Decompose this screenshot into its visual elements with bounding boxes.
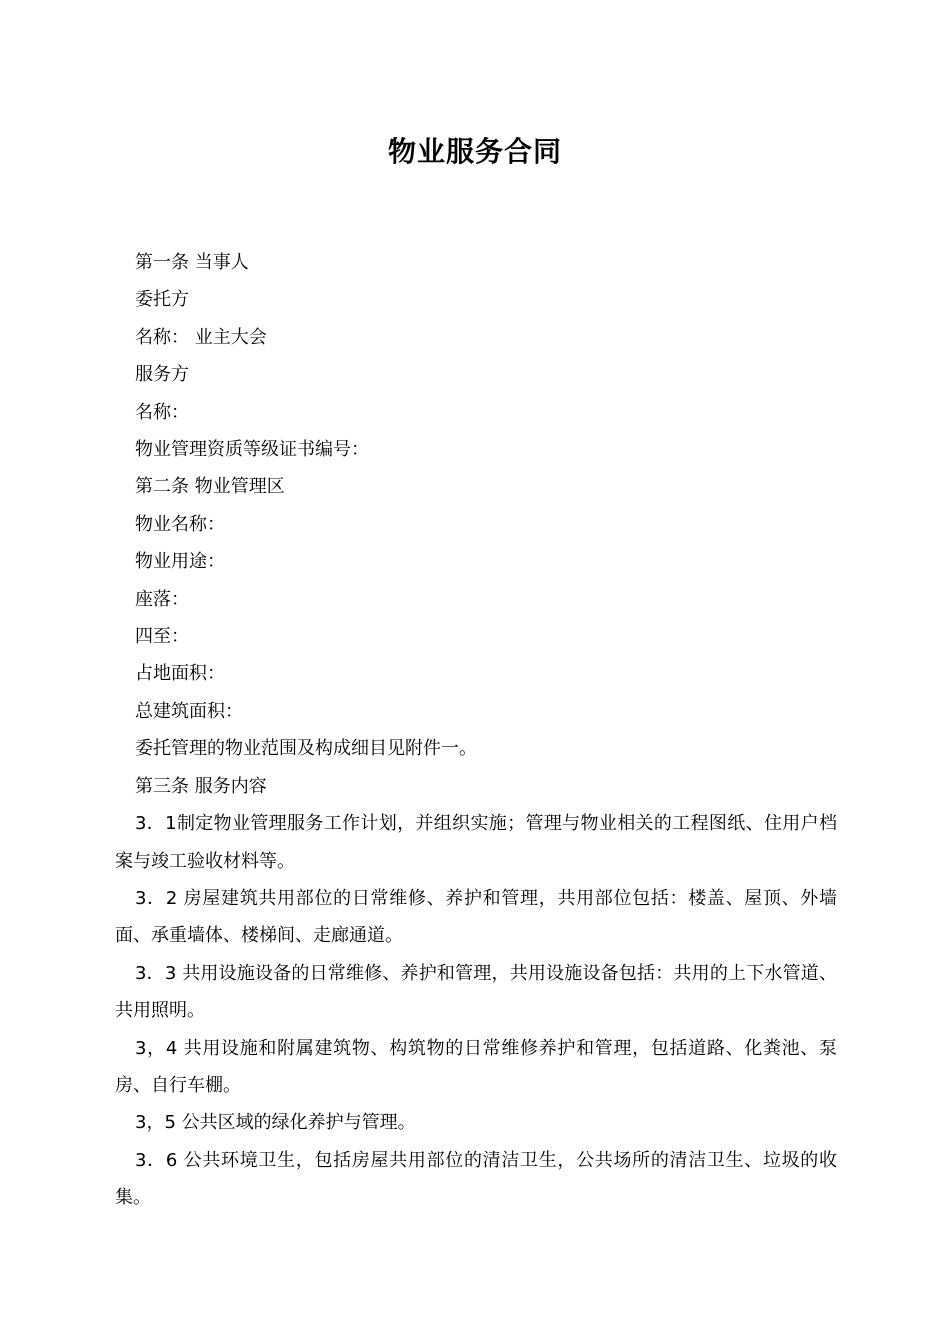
clause-3-1: 3．1制定物业管理服务工作计划，并组织实施；管理与物业相关的工程图纸、住用户档案与竣工验收材料等。 xyxy=(115,813,837,872)
clause-3-5: 3，5 公共区域的绿化养护与管理。 xyxy=(135,1112,416,1134)
qualification-certificate: 物业管理资质等级证书编号： xyxy=(135,439,369,461)
article-1-heading: 第一条 当事人 xyxy=(135,252,249,273)
provider-label: 服务方 xyxy=(135,364,189,386)
scope-note: 委托管理的物业范围及构成细目见附件一。 xyxy=(135,738,477,760)
document-body xyxy=(115,244,837,1217)
clause-3-2: 3．2 房屋建筑共用部位的日常维修、养护和管理，共用部位包括：楼盖、屋顶、外墙面、承重墙体、楼梯间、走廊通道。 xyxy=(115,887,837,947)
property-name: 物业名称： xyxy=(135,513,225,535)
clause-3-6: 3．6 公共环境卫生，包括房屋共用部位的清洁卫生，公共场所的清洁卫生、垃圾的收集。 xyxy=(115,1149,837,1209)
clause-3-3: 3．3 共用设施设备的日常维修、养护和管理，共用设施设备包括：共用的上下水管道、共用照明。 xyxy=(115,962,837,1022)
provider-name: 名称： xyxy=(135,401,189,423)
property-use: 物业用途： xyxy=(135,551,225,573)
article-2-heading: 第二条 物业管理区 xyxy=(135,476,285,498)
property-location: 座落： xyxy=(135,588,189,610)
client-label: 委托方 xyxy=(135,289,189,311)
property-boundaries: 四至： xyxy=(135,626,189,648)
document-title: 物业服务合同 xyxy=(387,135,562,168)
client-name: 名称： 业主大会 xyxy=(135,326,267,348)
land-area: 占地面积： xyxy=(135,663,225,685)
clause-3-4: 3，4 共用设施和附属建筑物、构筑物的日常维修养护和管理，包括道路、化粪池、泵房、自行车棚。 xyxy=(115,1037,837,1096)
article-3-heading: 第三条 服务内容 xyxy=(135,775,267,797)
total-building-area: 总建筑面积： xyxy=(135,700,243,722)
